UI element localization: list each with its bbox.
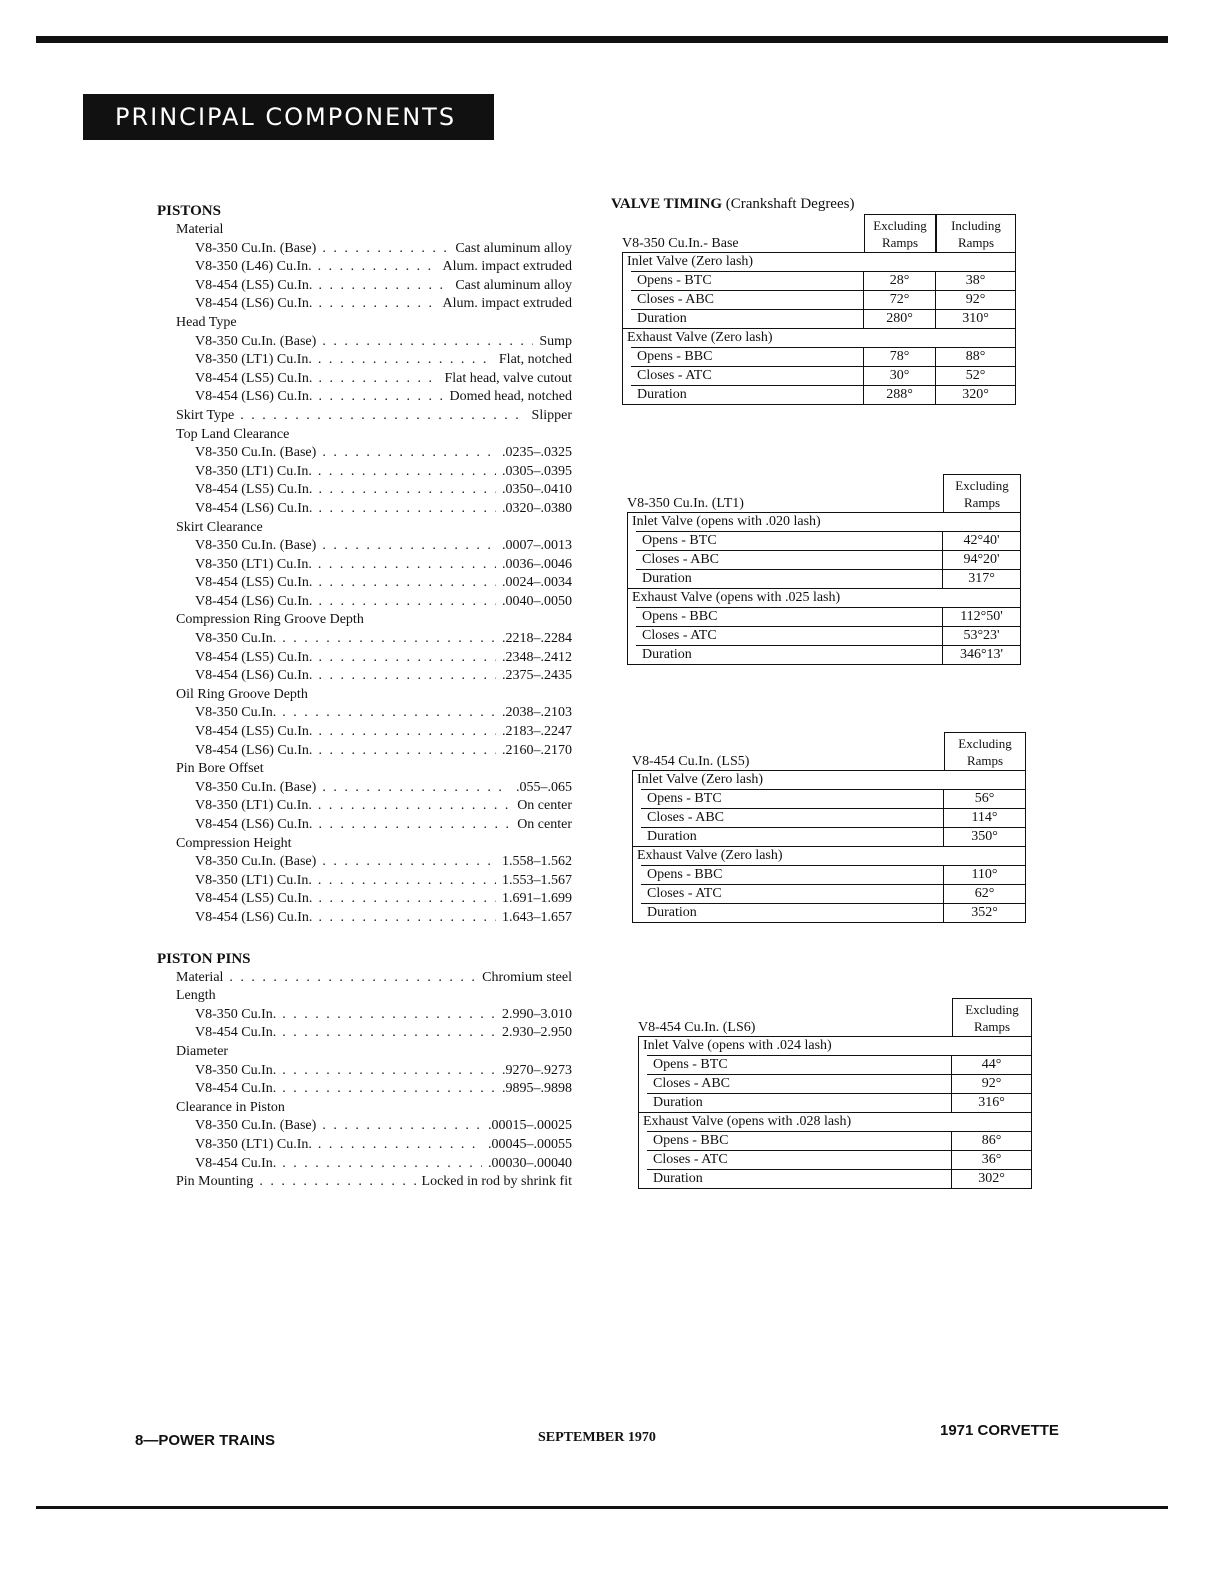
column-header: Excluding Ramps <box>864 214 936 252</box>
spec-label: V8-454 Cu.In. <box>195 1025 277 1041</box>
column-header: Including Ramps <box>936 214 1016 252</box>
timing-value: 72° <box>863 291 935 309</box>
spec-row <box>157 258 572 277</box>
valve-timing-table <box>627 472 1021 665</box>
spec-value: .0036–.0046 <box>502 556 572 572</box>
event-label: Opens - BTC <box>642 533 717 548</box>
page-title: PRINCIPAL COMPONENTS <box>83 94 494 140</box>
event-label: Closes - ABC <box>647 810 725 825</box>
spec-row <box>157 969 572 988</box>
dot-leader <box>282 1006 496 1025</box>
spec-label: V8-350 Cu.In. (Base) <box>195 333 317 349</box>
timing-value: 38° <box>935 272 1015 290</box>
dot-leader <box>318 667 496 686</box>
timing-value: 112°50' <box>942 608 1020 626</box>
timing-value: 280° <box>863 310 935 328</box>
spec-value: .055–.065 <box>516 779 572 795</box>
spec-value: On center <box>517 817 572 832</box>
dot-leader <box>318 370 438 389</box>
spec-group-label: Compression Height <box>176 835 292 851</box>
spec-row <box>157 1173 572 1192</box>
spec-group-label: Pin Bore Offset <box>176 761 264 777</box>
spec-row <box>157 351 572 370</box>
timing-value: 346°13' <box>942 646 1020 664</box>
dot-leader <box>318 463 496 482</box>
timing-row <box>631 271 1015 290</box>
event-label: Duration <box>647 829 697 844</box>
footer-section: 8—POWER TRAINS <box>135 1432 276 1449</box>
spec-value: Domed head, notched <box>449 389 572 405</box>
timing-row <box>647 1055 1031 1074</box>
spec-label: V8-350 (LT1) Cu.In. <box>195 352 312 368</box>
timing-value: 310° <box>935 310 1015 328</box>
spec-value: .0305–.0395 <box>502 463 572 479</box>
dot-leader <box>282 704 496 723</box>
footer-date: SEPTEMBER 1970 <box>538 1430 656 1445</box>
spec-value: .9270–.9273 <box>502 1062 572 1078</box>
spec-label: V8-350 (LT1) Cu.In. <box>195 463 312 479</box>
dot-leader <box>322 240 449 259</box>
spec-label: V8-454 (LS6) Cu.In. <box>195 817 313 832</box>
timing-value: 352° <box>943 904 1025 922</box>
spec-group-label: Material <box>176 222 224 237</box>
piston-specs <box>157 202 572 1192</box>
table-header <box>638 996 1032 1036</box>
valve-group-label: Inlet Valve (opens with .024 lash) <box>643 1038 832 1053</box>
dot-leader <box>318 500 496 519</box>
dot-leader <box>322 853 496 872</box>
spec-label: V8-350 Cu.In. (Base) <box>195 854 317 870</box>
event-label: Closes - ABC <box>637 292 715 307</box>
timing-row <box>631 385 1015 404</box>
dot-leader <box>318 909 496 928</box>
spec-label: V8-454 (LS6) Cu.In. <box>195 296 313 312</box>
valve-group-label: Exhaust Valve (Zero lash) <box>623 328 1015 347</box>
spec-label: V8-350 (LT1) Cu.In. <box>195 798 312 814</box>
spec-row <box>157 1062 572 1081</box>
valve-timing-subtitle: (Crankshaft Degrees) <box>725 196 855 212</box>
timing-value: 302° <box>951 1170 1031 1188</box>
spec-label: V8-454 (LS6) Cu.In. <box>195 742 313 758</box>
spec-label: V8-454 (LS5) Cu.In. <box>195 370 313 386</box>
spec-value: .0024–.0034 <box>502 575 572 591</box>
spec-label: V8-350 Cu.In. <box>195 1062 277 1078</box>
dot-leader <box>318 574 496 593</box>
dot-leader <box>318 872 496 891</box>
event-label: Opens - BBC <box>637 349 713 364</box>
timing-row <box>631 290 1015 309</box>
timing-value: 42°40' <box>942 532 1020 550</box>
spec-row <box>157 1136 572 1155</box>
spec-group-label: Diameter <box>176 1043 229 1059</box>
event-label: Duration <box>653 1095 703 1110</box>
dot-leader <box>282 1155 482 1174</box>
spec-label: V8-350 (LT1) Cu.In. <box>195 556 312 572</box>
timing-row <box>631 347 1015 366</box>
spec-label: V8-454 (LS5) Cu.In. <box>195 277 313 293</box>
spec-label: V8-454 (LS5) Cu.In. <box>195 891 313 907</box>
spec-row <box>157 370 572 389</box>
dot-leader <box>282 630 496 649</box>
timing-value: 114° <box>943 809 1025 827</box>
timing-value: 350° <box>943 828 1025 846</box>
spec-value: .2375–.2435 <box>502 668 572 684</box>
spec-label: V8-454 Cu.In. <box>195 1155 277 1171</box>
spec-value: Flat head, valve cutout <box>444 370 572 386</box>
spec-value: .9895–.9898 <box>502 1081 572 1097</box>
spec-value: 1.553–1.567 <box>502 872 572 888</box>
spec-row <box>157 742 572 761</box>
timing-grid <box>632 770 1026 923</box>
engine-label: V8-350 Cu.In.- Base <box>622 236 739 251</box>
spec-row <box>157 388 572 407</box>
spec-group-label: Clearance in Piston <box>176 1099 285 1115</box>
spec-value: Alum. impact extruded <box>442 296 572 312</box>
event-label: Closes - ATC <box>642 628 717 643</box>
dot-leader <box>229 969 476 988</box>
dot-leader <box>282 1080 496 1099</box>
spec-value: Cast aluminum alloy <box>455 277 572 293</box>
spec-row <box>157 593 572 612</box>
spec-row <box>157 872 572 891</box>
dot-leader <box>318 556 496 575</box>
spec-value: .0320–.0380 <box>502 500 572 516</box>
dot-leader <box>282 1024 496 1043</box>
spec-label: V8-454 (LS5) Cu.In. <box>195 575 313 591</box>
dot-leader <box>318 797 511 816</box>
pistons-heading: PISTONS <box>157 203 221 219</box>
dot-leader <box>318 723 496 742</box>
spec-value: Chromium steel <box>482 969 572 985</box>
piston-pins-heading: PISTON PINS <box>157 950 251 967</box>
spec-value: 1.558–1.562 <box>502 854 572 870</box>
pistons-list <box>157 221 572 928</box>
valve-timing-table <box>638 996 1032 1189</box>
spec-label: V8-350 Cu.In. (Base) <box>195 538 317 554</box>
spec-label: V8-454 (LS6) Cu.In. <box>195 593 313 609</box>
timing-row <box>636 607 1020 626</box>
spec-row <box>157 667 572 686</box>
dot-leader <box>240 407 525 426</box>
timing-value: 36° <box>951 1151 1031 1169</box>
spec-value: Flat, notched <box>498 352 572 368</box>
timing-value: 53°23' <box>942 627 1020 645</box>
spec-value: 1.691–1.699 <box>502 891 572 907</box>
dot-leader <box>318 351 493 370</box>
timing-row <box>647 1093 1031 1112</box>
spec-value: .2218–.2284 <box>502 631 572 647</box>
spec-value: .00030–.00040 <box>488 1155 572 1171</box>
spec-label: V8-454 (LS5) Cu.In. <box>195 482 313 498</box>
event-label: Opens - BBC <box>647 867 723 882</box>
timing-value: 62° <box>943 885 1025 903</box>
spec-label: V8-350 Cu.In. (Base) <box>195 240 317 256</box>
spec-row <box>157 295 572 314</box>
spec-value: Sump <box>539 333 572 349</box>
dot-leader <box>318 388 443 407</box>
spec-row <box>157 463 572 482</box>
valve-timing-table <box>632 730 1026 923</box>
timing-value: 92° <box>951 1075 1031 1093</box>
spec-row <box>157 407 572 426</box>
dot-leader <box>322 444 496 463</box>
event-label: Opens - BTC <box>637 273 712 288</box>
event-label: Duration <box>637 387 687 402</box>
timing-row <box>641 903 1025 922</box>
dot-leader <box>318 258 437 277</box>
spec-group-label: Compression Ring Groove Depth <box>176 612 364 628</box>
spec-label: V8-350 Cu.In. (Base) <box>195 1118 317 1134</box>
valve-group-label: Exhaust Valve (opens with .025 lash) <box>628 588 1020 607</box>
valve-timing-title: VALVE TIMING <box>611 196 723 212</box>
timing-row <box>636 645 1020 664</box>
timing-row <box>636 626 1020 645</box>
spec-value: 1.643–1.657 <box>502 909 572 925</box>
timing-value: 320° <box>935 386 1015 404</box>
valve-group-label: Inlet Valve (opens with .020 lash) <box>632 514 821 529</box>
valve-group-label: Exhaust Valve (Zero lash) <box>633 846 1025 865</box>
spec-row <box>157 649 572 668</box>
timing-row <box>636 569 1020 588</box>
dot-leader <box>318 890 496 909</box>
timing-row <box>641 789 1025 808</box>
valve-group-label: Inlet Valve (Zero lash) <box>627 254 754 269</box>
event-label: Duration <box>642 647 692 662</box>
spec-label: V8-454 (LS6) Cu.In. <box>195 389 313 405</box>
spec-value: .2038–.2103 <box>502 705 572 721</box>
spec-row <box>157 779 572 798</box>
column-header: Excluding Ramps <box>952 998 1032 1036</box>
dot-leader <box>318 481 496 500</box>
spec-row <box>157 909 572 928</box>
spec-group-label: Skirt Clearance <box>176 519 263 535</box>
engine-label: V8-454 Cu.In. (LS6) <box>638 1020 756 1035</box>
valve-timing-heading <box>611 196 854 213</box>
spec-group-label: Oil Ring Groove Depth <box>176 686 308 702</box>
event-label: Closes - ABC <box>642 552 720 567</box>
event-label: Closes - ATC <box>647 886 722 901</box>
table-header <box>622 212 1016 252</box>
spec-row <box>157 704 572 723</box>
column-header: Excluding Ramps <box>943 474 1021 512</box>
spec-row <box>157 1006 572 1025</box>
timing-value: 92° <box>935 291 1015 309</box>
timing-value: 56° <box>943 790 1025 808</box>
event-label: Opens - BTC <box>647 791 722 806</box>
spec-value: .0007–.0013 <box>502 538 572 554</box>
spec-label: V8-454 (LS6) Cu.In. <box>195 668 313 684</box>
engine-label: V8-350 Cu.In. (LT1) <box>627 496 744 511</box>
spec-row <box>157 1024 572 1043</box>
spec-label: V8-454 (LS5) Cu.In. <box>195 649 313 665</box>
spec-label: V8-350 Cu.In. <box>195 705 277 721</box>
engine-label: V8-454 Cu.In. (LS5) <box>632 754 750 769</box>
timing-value: 94°20' <box>942 551 1020 569</box>
spec-group-label: Head Type <box>176 314 237 330</box>
spec-label: V8-350 (LT1) Cu.In. <box>195 872 312 888</box>
event-label: Closes - ATC <box>637 368 712 383</box>
spec-row <box>157 481 572 500</box>
spec-value: Cast aluminum alloy <box>455 240 572 256</box>
spec-label: V8-454 (LS5) Cu.In. <box>195 724 313 740</box>
table-header <box>632 730 1026 770</box>
spec-row <box>157 723 572 742</box>
top-rule <box>36 36 1168 43</box>
dot-leader <box>318 593 496 612</box>
spec-row <box>157 240 572 259</box>
spec-row <box>157 890 572 909</box>
spec-row <box>157 816 572 835</box>
spec-value: .2183–.2247 <box>502 724 572 740</box>
spec-value: Slipper <box>531 407 572 423</box>
timing-value: 28° <box>863 272 935 290</box>
spec-row <box>157 630 572 649</box>
spec-label: Skirt Type <box>176 407 235 423</box>
event-label: Opens - BBC <box>653 1133 729 1148</box>
dot-leader <box>318 816 511 835</box>
spec-group-label: Top Land Clearance <box>176 426 290 442</box>
timing-value: 86° <box>951 1132 1031 1150</box>
spec-value: .0040–.0050 <box>502 593 572 609</box>
timing-grid <box>627 512 1021 665</box>
spec-group-label: Length <box>176 988 216 1004</box>
spec-value: 2.990–3.010 <box>502 1006 572 1022</box>
timing-row <box>631 309 1015 328</box>
spec-row <box>157 277 572 296</box>
spec-value: On center <box>517 798 572 814</box>
dot-leader <box>318 1136 482 1155</box>
spec-value: 2.930–2.950 <box>502 1025 572 1041</box>
timing-row <box>647 1169 1031 1188</box>
spec-row <box>157 1117 572 1136</box>
spec-value: .0350–.0410 <box>502 482 572 498</box>
timing-row <box>647 1150 1031 1169</box>
spec-label: V8-350 Cu.In. <box>195 1006 277 1022</box>
bottom-rule <box>36 1506 1168 1509</box>
timing-row <box>641 827 1025 846</box>
timing-row <box>647 1074 1031 1093</box>
dot-leader <box>318 277 449 296</box>
table-header <box>627 472 1021 512</box>
timing-row <box>641 808 1025 827</box>
spec-label: V8-350 (LT1) Cu.In. <box>195 1136 312 1152</box>
spec-value: Alum. impact extruded <box>442 259 572 275</box>
timing-value: 44° <box>951 1056 1031 1074</box>
piston-pins-list <box>157 969 572 1192</box>
timing-value: 288° <box>863 386 935 404</box>
spec-row <box>157 500 572 519</box>
spec-label: Material <box>176 969 224 985</box>
timing-value: 30° <box>863 367 935 385</box>
spec-label: V8-454 (LS6) Cu.In. <box>195 909 313 925</box>
spec-value: .0235–.0325 <box>502 445 572 461</box>
timing-value: 78° <box>863 348 935 366</box>
event-label: Duration <box>642 571 692 586</box>
spec-row <box>157 853 572 872</box>
valve-group-label: Inlet Valve (Zero lash) <box>637 772 764 787</box>
event-label: Duration <box>647 905 697 920</box>
section-gap <box>157 928 572 950</box>
timing-value: 52° <box>935 367 1015 385</box>
spec-row <box>157 797 572 816</box>
spec-row <box>157 1080 572 1099</box>
footer-model: 1971 CORVETTE <box>940 1422 1059 1439</box>
dot-leader <box>322 333 533 352</box>
event-label: Opens - BTC <box>653 1057 728 1072</box>
event-label: Opens - BBC <box>642 609 718 624</box>
timing-row <box>636 550 1020 569</box>
timing-row <box>641 865 1025 884</box>
spec-label: V8-454 Cu.In. <box>195 1081 277 1097</box>
dot-leader <box>259 1173 415 1192</box>
valve-timing-table <box>622 212 1016 405</box>
event-label: Closes - ATC <box>653 1152 728 1167</box>
spec-row <box>157 333 572 352</box>
column-header: Excluding Ramps <box>944 732 1026 770</box>
spec-value: .2348–.2412 <box>502 649 572 665</box>
event-label: Duration <box>653 1171 703 1186</box>
dot-leader <box>318 649 496 668</box>
spec-label: Pin Mounting <box>176 1174 254 1190</box>
spec-value: .00015–.00025 <box>488 1118 572 1134</box>
timing-value: 110° <box>943 866 1025 884</box>
dot-leader <box>322 1117 482 1136</box>
event-label: Duration <box>637 311 687 326</box>
timing-row <box>641 884 1025 903</box>
spec-row <box>157 537 572 556</box>
timing-row <box>631 366 1015 385</box>
timing-value: 316° <box>951 1094 1031 1112</box>
timing-row <box>636 531 1020 550</box>
timing-row <box>647 1131 1031 1150</box>
valve-group-label: Exhaust Valve (opens with .028 lash) <box>639 1112 1031 1131</box>
timing-value: 317° <box>942 570 1020 588</box>
spec-label: V8-454 (LS6) Cu.In. <box>195 500 313 516</box>
spec-label: V8-350 (L46) Cu.In. <box>195 259 312 275</box>
spec-label: V8-350 Cu.In. (Base) <box>195 445 317 461</box>
timing-value: 88° <box>935 348 1015 366</box>
spec-row <box>157 574 572 593</box>
spec-value: .00045–.00055 <box>488 1136 572 1152</box>
spec-value: Locked in rod by shrink fit <box>421 1174 572 1190</box>
dot-leader <box>318 742 496 761</box>
spec-row <box>157 556 572 575</box>
timing-grid <box>622 252 1016 405</box>
timing-grid <box>638 1036 1032 1189</box>
spec-row <box>157 1155 572 1174</box>
dot-leader <box>318 295 436 314</box>
spec-row <box>157 444 572 463</box>
spec-value: .2160–.2170 <box>502 742 572 758</box>
dot-leader <box>322 537 496 556</box>
spec-label: V8-350 Cu.In. <box>195 631 277 647</box>
spec-label: V8-350 Cu.In. (Base) <box>195 779 317 795</box>
dot-leader <box>282 1062 496 1081</box>
dot-leader <box>322 779 510 798</box>
event-label: Closes - ABC <box>653 1076 731 1091</box>
